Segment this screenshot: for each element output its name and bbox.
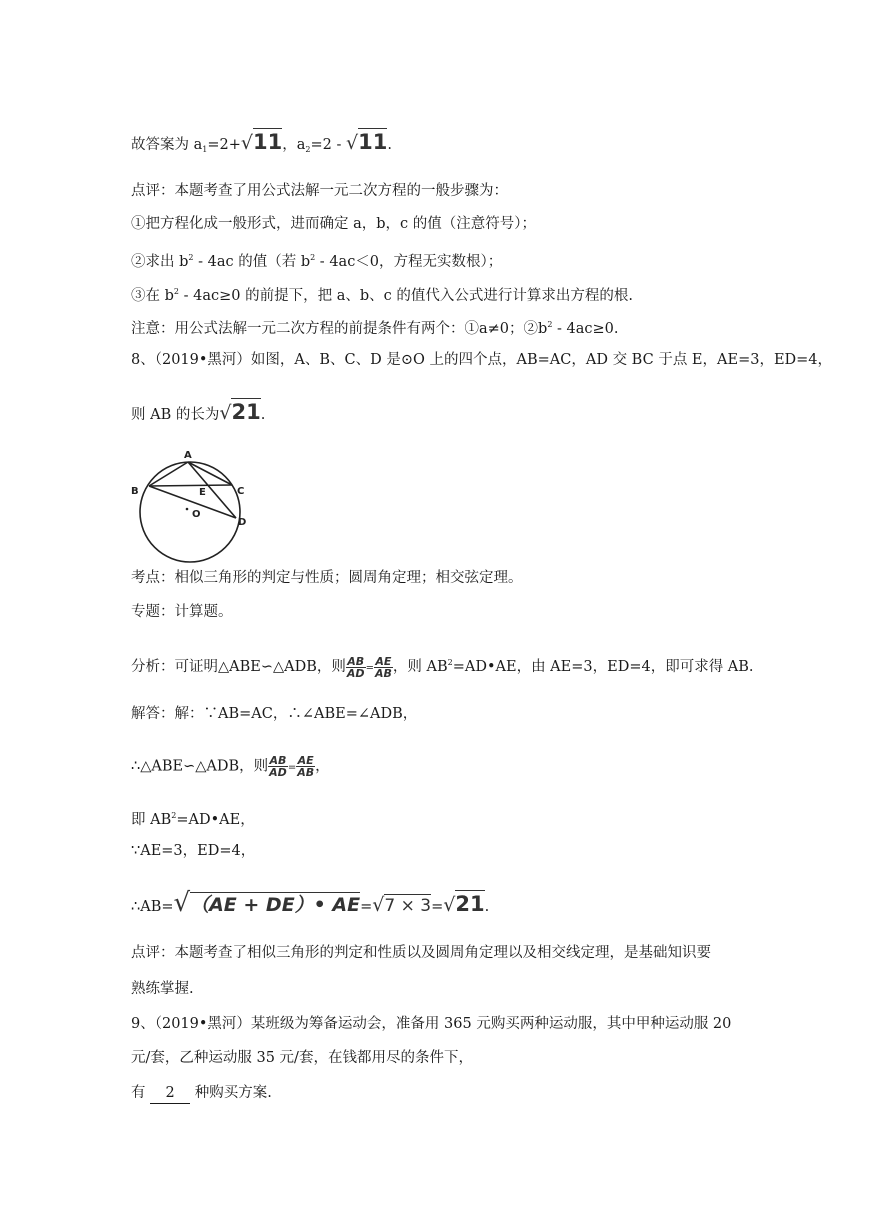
- sqrt-21: 21: [231, 400, 261, 424]
- q8-stem: 8、（2019•黑河）如图，A、B、C、D 是⊙O 上的四个点，AB=AC，AD 交 BC 于点 E，AE=3，ED=4，: [131, 352, 833, 368]
- solution-4: ∵AE=3，ED=4，: [131, 843, 256, 859]
- solution-3: 即 $AB^2=AD•AE$，: [131, 811, 255, 828]
- sqrt-7x3: 7 × 3: [384, 896, 432, 916]
- step-1: ①把方程化成一般形式，进而确定 a，b，c 的值（注意符号）；: [131, 216, 537, 232]
- step-3: ③在 $b^2 - 4ac\ge 0$ 的前提下，把 a、b、c 的值代入公式进行计算求出方程的根.: [131, 287, 633, 304]
- label-b: B: [131, 486, 139, 497]
- q9-line2: 元/套，乙种运动服 35 元/套，在钱都用尽的条件下，: [131, 1050, 473, 1066]
- fraction-ab-ad: $\frac{AB}{AD}$: [346, 654, 365, 680]
- comment2-line2: 熟练掌握.: [131, 981, 194, 997]
- comment2-line1: 点评：本题考查了相似三角形的判定和性质以及圆周角定理以及相交线定理，是基础知识要: [131, 945, 711, 961]
- label-d: D: [238, 517, 247, 528]
- solution-1: 解答：解：∵AB=AC，∴∠ABE=∠ADB，: [131, 706, 418, 722]
- solution-5: ∴AB=√（AE + DE）• AE=√7 × 3=√21.: [131, 888, 490, 918]
- label-c: C: [237, 486, 245, 497]
- analysis: 分析：可证明△ABE∽△ADB，则 $\frac{AB}{AD}$ = $\frac{AE}{AB}$ ，则 $AB^2=AD•AE$，由 AE=3，ED=4，即可求得 AB.: [131, 654, 754, 680]
- solution-2: ∴△ABE∽△ADB，则 $\frac{AB}{AD}$ = $\frac{AE}{AB}$ ，: [131, 754, 330, 779]
- sqrt-11-b: 11: [358, 130, 388, 154]
- q9-line3: 有 2 种购买方案.: [131, 1083, 272, 1104]
- label-a: A: [184, 450, 192, 461]
- label-e: E: [199, 487, 206, 498]
- q8-answer: 则 AB 的长为√21.: [131, 400, 266, 424]
- fraction-ae-ab-2: $\frac{AE}{AB}$: [297, 754, 315, 779]
- q9-line1: 9、（2019•黑河）某班级为筹备运动会，准备用 365 元购买两种运动服，其中甲种运动服 20: [131, 1016, 732, 1032]
- answer-line: 故答案为 $a_1=2+√11$，$a_2=2 - √11$.: [131, 130, 392, 154]
- sqrt-11-a: 11: [253, 130, 283, 154]
- kaodian: 考点：相似三角形的判定与性质；圆周角定理；相交弦定理。: [131, 570, 523, 586]
- fraction-ab-ad-2: $\frac{AB}{AD}$: [269, 754, 287, 779]
- zhuanti: 专题：计算题。: [131, 604, 233, 620]
- label-o: O: [192, 509, 201, 520]
- circle-figure: [128, 445, 258, 570]
- sqrt-21-result: 21: [455, 892, 485, 916]
- note: 注意：用公式法解一元二次方程的前提条件有两个：①a≠0；$②b^2 - 4ac\ge 0$.: [131, 320, 619, 337]
- sqrt-expression: （AE + DE）• AE: [190, 894, 361, 916]
- comment-title: 点评：本题考查了用公式法解一元二次方程的一般步骤为：: [131, 183, 508, 199]
- step-2: ②求出 $b^2 - 4ac$ 的值（若 $b^2 - 4ac<0$，方程无实数根）；: [131, 253, 503, 270]
- fraction-ae-ab: $\frac{AE}{AB}$: [374, 654, 392, 680]
- answer-blank: 2: [150, 1083, 190, 1104]
